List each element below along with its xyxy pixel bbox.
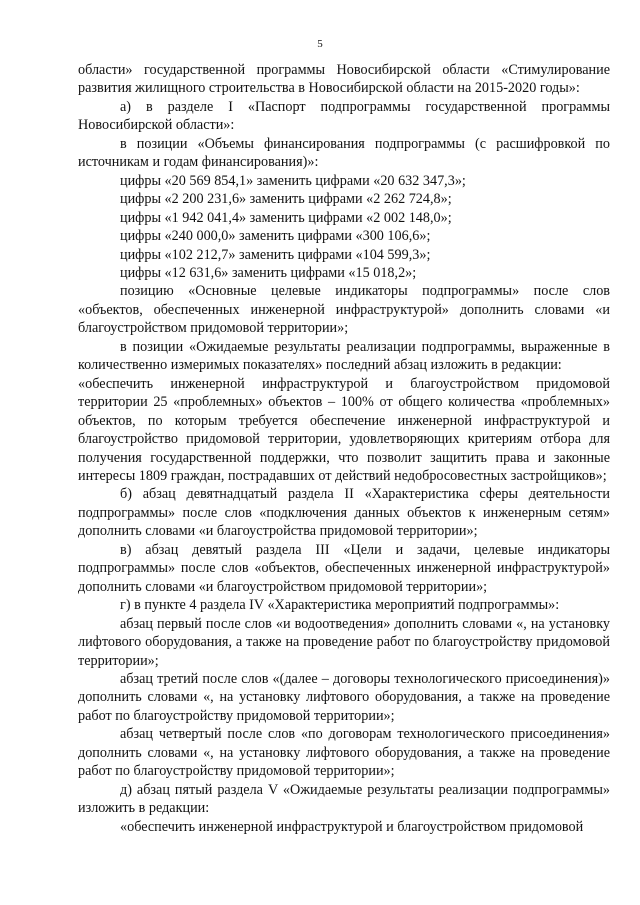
paragraph: в) абзац девятый раздела III «Цели и задачи, целевые индикаторы подпрограммы» после слов «объектов, обеспеченных инженерной инфраструктурой» дополнить словами «и благоустройством придомовой территории»; bbox=[78, 541, 610, 595]
paragraph: г) в пункте 4 раздела IV «Характеристика мероприятий подпрограммы»: bbox=[120, 597, 560, 614]
paragraph: цифры «12 631,6» заменить цифрами «15 018,2»; bbox=[120, 264, 417, 281]
paragraph: цифры «1 942 041,4» заменить цифрами «2 002 148,0»; bbox=[120, 209, 452, 226]
paragraph: абзац четвертый после слов «по договорам технологического присоединения» дополнить словами «, на установку лифтового оборудования, а также на проведение работ по благоустройству придомовой территории»; bbox=[78, 726, 610, 780]
paragraph: цифры «102 212,7» заменить цифрами «104 599,3»; bbox=[120, 246, 431, 263]
paragraph: позицию «Основные целевые индикаторы подпрограммы» после слов «объектов, обеспеченных инженерной инфраструктурой» дополнить словами «и благоустройством придомовой территории»; bbox=[78, 283, 610, 337]
paragraph: б) абзац девятнадцатый раздела II «Характеристика сферы деятельности подпрограммы» после слов «подключения данных объектов к инженерным сетям» дополнить словами «и благоустройства придомовой территории»; bbox=[78, 486, 610, 540]
paragraph: цифры «2 200 231,6» заменить цифрами «2 262 724,8»; bbox=[120, 191, 452, 208]
paragraph: «обеспечить инженерной инфраструктурой и благоустройством придомовой bbox=[120, 818, 584, 835]
page-number: 5 bbox=[317, 38, 323, 50]
paragraph: абзац третий после слов «(далее – договоры технологического присоединения)» дополнить словами «, на установку лифтового оборудования, а также на проведение работ по благоустройству придомовой территории»; bbox=[78, 670, 610, 724]
paragraph: а) в разделе I «Паспорт подпрограммы государственной программы Новосибирской области»: bbox=[78, 98, 610, 134]
paragraph: абзац первый после слов «и водоотведения» дополнить словами «, на установку лифтового оборудования, а также на проведение работ по благоустройству придомовой территории»; bbox=[78, 615, 610, 669]
paragraph: цифры «20 569 854,1» заменить цифрами «20 632 347,3»; bbox=[120, 172, 466, 189]
paragraph: «обеспечить инженерной инфраструктурой и благоустройством придомовой территории 25 «проблемных» объектов – 100% от общего количества «проблемных» объектов, по которым требуется обеспечение инженерной инфраструктурой и благоустройство придомовой территории, удовлетворяющих критериям отбора для получения государственной поддержки, что позволит защитить права и законные интересы 1809 граждан, пострадавших от действий недобросовестных застройщиков»; bbox=[78, 375, 610, 484]
paragraph: д) абзац пятый раздела V «Ожидаемые результаты реализации подпрограммы» изложить в редакции: bbox=[78, 781, 610, 817]
paragraph: области» государственной программы Новосибирской области «Стимулирование развития жилищного строительства в Новосибирской области на 2015-2020 годы»: bbox=[78, 62, 610, 97]
paragraph: цифры «240 000,0» заменить цифрами «300 106,6»; bbox=[120, 228, 431, 245]
document-body bbox=[78, 61, 610, 836]
paragraph: в позиции «Объемы финансирования подпрограммы (с расшифровкой по источникам и годам финансирования)»: bbox=[78, 135, 610, 171]
paragraph: в позиции «Ожидаемые результаты реализации подпрограммы, выраженные в количественно измеримых показателях» последний абзац изложить в редакции: bbox=[78, 338, 610, 374]
